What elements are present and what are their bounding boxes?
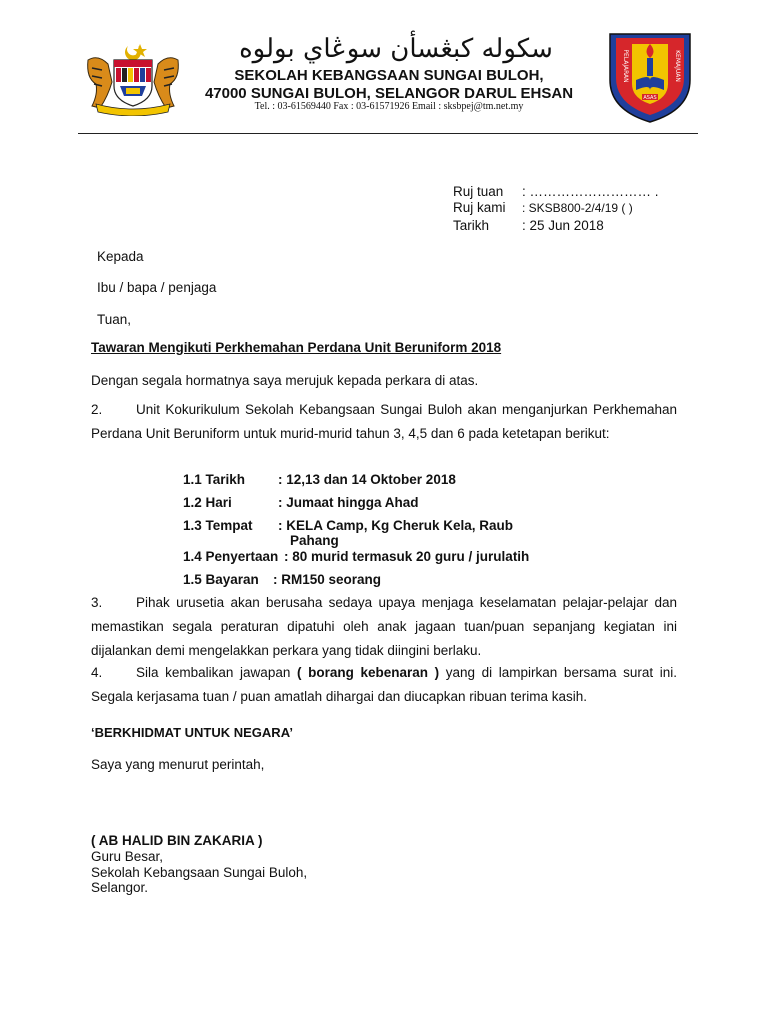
paragraph-2-text: Unit Kokurikulum Sekolah Kebangsaan Sungai Buloh akan menganjurkan Perkhemahan Perdana Unit Beruniform untuk murid-murid tahun 3, 4,5 dan 6 pada ketetapan berikut: bbox=[91, 402, 677, 441]
closing: Saya yang menurut perintah, bbox=[91, 757, 265, 772]
paragraph-4-number: 4. bbox=[91, 665, 103, 680]
detail-tempat-value: : KELA Camp, Kg Cheruk Kela, Raub bbox=[278, 518, 514, 533]
paragraph-3-number: 3. bbox=[91, 595, 103, 610]
header-divider bbox=[78, 133, 698, 134]
detail-tempat-value-line2: Pahang bbox=[290, 533, 339, 548]
detail-tarikh-value: : 12,13 dan 14 Oktober 2018 bbox=[278, 472, 456, 487]
tarikh-label: Tarikh bbox=[453, 218, 490, 233]
signatory-name: ( AB HALID BIN ZAKARIA ) bbox=[91, 833, 263, 848]
detail-penyertaan-value: : 80 murid termasuk 20 guru / jurulatih bbox=[284, 549, 530, 564]
signatory-school: Sekolah Kebangsaan Sungai Buloh, bbox=[91, 865, 308, 880]
motto: ‘BERKHIDMAT UNTUK NEGARA’ bbox=[91, 725, 293, 740]
paragraph-4 bbox=[91, 661, 677, 709]
school-name: SEKOLAH KEBANGSAAN SUNGAI BULOH, bbox=[234, 67, 544, 84]
coat-of-arms-logo bbox=[80, 40, 186, 116]
paragraph-4-borang: ( borang kebenaran ) bbox=[296, 665, 440, 680]
paragraph-1: Dengan segala hormatnya saya merujuk kepada perkara di atas. bbox=[91, 373, 479, 388]
badge-center-text: ASAS bbox=[643, 95, 657, 101]
ruj-kami-label: Ruj kami bbox=[453, 200, 506, 215]
school-badge-logo bbox=[606, 30, 694, 126]
school-badge-icon bbox=[606, 30, 694, 126]
badge-right-text: KEMAJUAN bbox=[674, 50, 681, 82]
detail-tempat-label: 1.3 Tempat bbox=[183, 518, 253, 533]
detail-bayaran-label: 1.5 Bayaran bbox=[183, 572, 259, 587]
recipient-kepada: Kepada bbox=[97, 249, 144, 264]
paragraph-2-number: 2. bbox=[91, 402, 103, 417]
ruj-kami-value: : SKSB800-2/4/19 ( ) bbox=[522, 201, 633, 215]
detail-hari-label: 1.2 Hari bbox=[183, 495, 232, 510]
detail-bayaran-value: : RM150 seorang bbox=[273, 572, 382, 587]
tarikh-value: : 25 Jun 2018 bbox=[522, 218, 604, 233]
paragraph-4-text-after: yang di lampirkan bersama surat ini. Segala kerjasama tuan / puan amatlah dihargai dan diucapkan ribuan terima kasih. bbox=[91, 665, 677, 704]
detail-hari-value: : Jumaat hingga Ahad bbox=[278, 495, 419, 510]
recipient-parents: Ibu / bapa / penjaga bbox=[97, 280, 217, 295]
signatory-title: Guru Besar, bbox=[91, 849, 164, 864]
paragraph-3-text: Pihak urusetia akan berusaha sedaya upaya menjaga keselamatan pelajar-pelajar dan memastikan segala peraturan dipatuhi oleh anak jagaan tuan/puan sepanjang kegiatan ini dijalankan demi mengelakkan perkara yang tidak diingini berlaku. bbox=[91, 595, 677, 658]
school-name-jawi: سكوله كبڠسأن سوڠاي بولوه bbox=[239, 34, 553, 64]
ruj-tuan-label: Ruj tuan bbox=[453, 184, 504, 199]
signatory-state: Selangor. bbox=[91, 880, 149, 895]
detail-tarikh-label: 1.1 Tarikh bbox=[183, 472, 246, 487]
school-contact: Tel. : 03-61569440 Fax : 03-61571926 Email : sksbpej@tm.net.my bbox=[254, 101, 524, 112]
paragraph-2 bbox=[91, 398, 677, 446]
letter-subject: Tawaran Mengikuti Perkhemahan Perdana Unit Beruniform 2018 bbox=[91, 340, 502, 355]
salutation: Tuan, bbox=[97, 312, 132, 327]
detail-penyertaan-label: 1.4 Penyertaan bbox=[183, 549, 279, 564]
paragraph-4-text-before: Sila kembalikan jawapan bbox=[136, 665, 297, 680]
ruj-tuan-value: : ……………………… . bbox=[522, 184, 659, 199]
coat-of-arms-icon bbox=[80, 40, 186, 116]
school-address: 47000 SUNGAI BULOH, SELANGOR DARUL EHSAN bbox=[204, 85, 574, 102]
paragraph-3 bbox=[91, 591, 677, 663]
badge-left-text: PELAJARAN bbox=[622, 49, 629, 83]
